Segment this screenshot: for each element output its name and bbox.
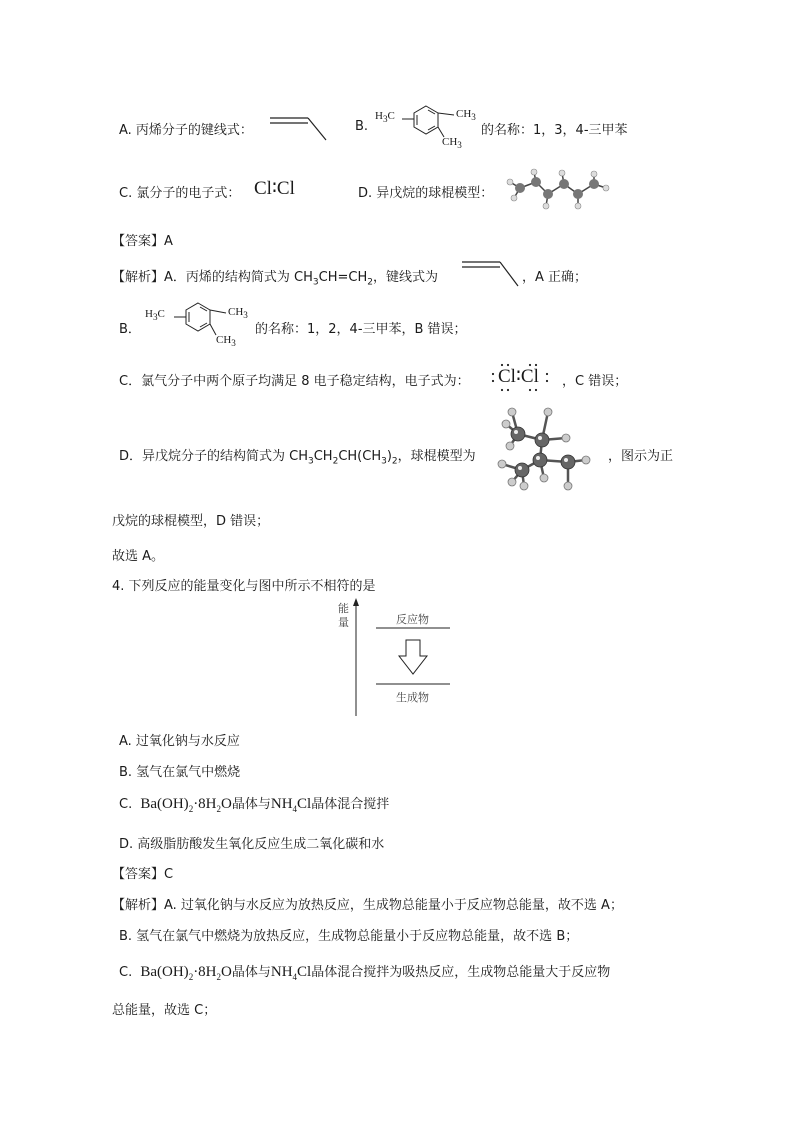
q3-option-a-label: A. 丙烯分子的键线式： xyxy=(119,123,253,138)
q3-option-c-formula: Cl∶Cl xyxy=(254,178,295,199)
analysis-4-c: C. $Ba(OH)_2\cdot 8H_2O$晶体与$NH_4Cl$晶体混合搅拌为吸热反应，生成物总能量大于反应物 xyxy=(119,964,611,982)
chlorine-electron-formula: Cl∶Cl xyxy=(490,363,560,391)
analysis-4-a: 【解析】A. 过氧化钠与水反应为放热反应，生成物总能量小于反应物总能量，故不选 A； xyxy=(112,898,623,913)
lone-pair-dots-icon xyxy=(490,363,560,391)
q4-option-a: A. 过氧化钠与水反应 xyxy=(119,734,240,749)
ch3-left-label: $H_3C$ xyxy=(375,110,395,125)
q3-option-a xyxy=(119,119,253,138)
analysis-3-d-tail: ，图示为正 xyxy=(608,449,674,464)
q3-option-c-label: C. 氯分子的电子式： xyxy=(119,186,241,201)
propene-skeletal-formula-analysis xyxy=(460,258,522,288)
product-label: 生成物 xyxy=(396,691,429,704)
y-axis-arrow-icon xyxy=(353,598,359,606)
q3-option-b-label: B. xyxy=(355,119,369,134)
ch3-right-label: $CH_3$ xyxy=(456,108,476,123)
pentane-ball-stick-model-large xyxy=(492,402,604,494)
trimethylbenzene-structure-b xyxy=(372,104,482,150)
answer-label: 【答案】 xyxy=(112,234,165,249)
down-arrow-icon xyxy=(399,640,427,674)
analysis-3-c: C．氯气分子中两个原子均满足 8 电子稳定结构，电子式为： xyxy=(119,374,470,389)
q4-option-c: C. $Ba(OH)_2\cdot 8H_2O$晶体与$NH_4Cl$晶体混合搅拌 xyxy=(119,796,390,814)
analysis-3-b-prefix: B． xyxy=(119,322,141,337)
answer-label: 【答案】 xyxy=(112,867,165,882)
q4-stem: 4. 下列反应的能量变化与图中所示不相符的是 xyxy=(112,579,376,594)
analysis-3-a-tail: ，A 正确； xyxy=(522,270,588,285)
answer-value: C xyxy=(164,867,174,882)
pentane-ball-stick-model-small xyxy=(502,170,614,212)
propene-skeletal-formula xyxy=(268,112,328,144)
analysis-3-a: 【解析】A．丙烯的结构简式为 $CH_3CH=CH_2$，键线式为 xyxy=(112,270,438,288)
energy-diagram xyxy=(334,596,464,720)
ch3-bottom-label: $CH_3$ xyxy=(442,136,462,151)
analysis-3-b-name: 的名称：1，2，4-三甲苯，B 错误； xyxy=(255,322,467,337)
analysis-3-d: D．异戊烷分子的结构简式为 $CH_3CH_2CH(CH_3)_2$，球棍模型为 xyxy=(119,449,476,467)
analysis-3-c-tail: ，C 错误； xyxy=(562,374,628,389)
benzene-ring-icon xyxy=(372,104,482,150)
reactant-label: 反应物 xyxy=(396,613,429,626)
analysis-3-d-continued: 戊烷的球棍模型，D 错误； xyxy=(112,514,270,529)
trimethylbenzene-structure-analysis: $H_3C$ $CH_3$ $CH_3$ xyxy=(142,298,256,348)
q3-option-d-label: D. 异戊烷的球棍模型： xyxy=(358,186,494,201)
benzene-ring-icon xyxy=(142,298,256,348)
analysis-4-b: B. 氢气在氯气中燃烧为放热反应，生成物总能量小于反应物总能量，故不选 B； xyxy=(119,929,579,944)
y-axis-label-2: 量 xyxy=(338,616,349,629)
answer-value: A xyxy=(164,234,173,249)
q3-option-b-name: 的名称：1，3，4-三甲苯 xyxy=(481,123,628,138)
answer-4 xyxy=(112,863,173,882)
analysis-4-c-continued: 总能量，故选 C； xyxy=(112,1003,217,1018)
answer-3 xyxy=(112,230,173,249)
analysis-3-conclusion: 故选 A。 xyxy=(112,549,165,564)
y-axis-label-1: 能 xyxy=(338,602,349,615)
q4-option-d: D. 高级脂肪酸发生氧化反应生成二氧化碳和水 xyxy=(119,837,385,852)
q4-option-b: B. 氢气在氯气中燃烧 xyxy=(119,765,241,780)
